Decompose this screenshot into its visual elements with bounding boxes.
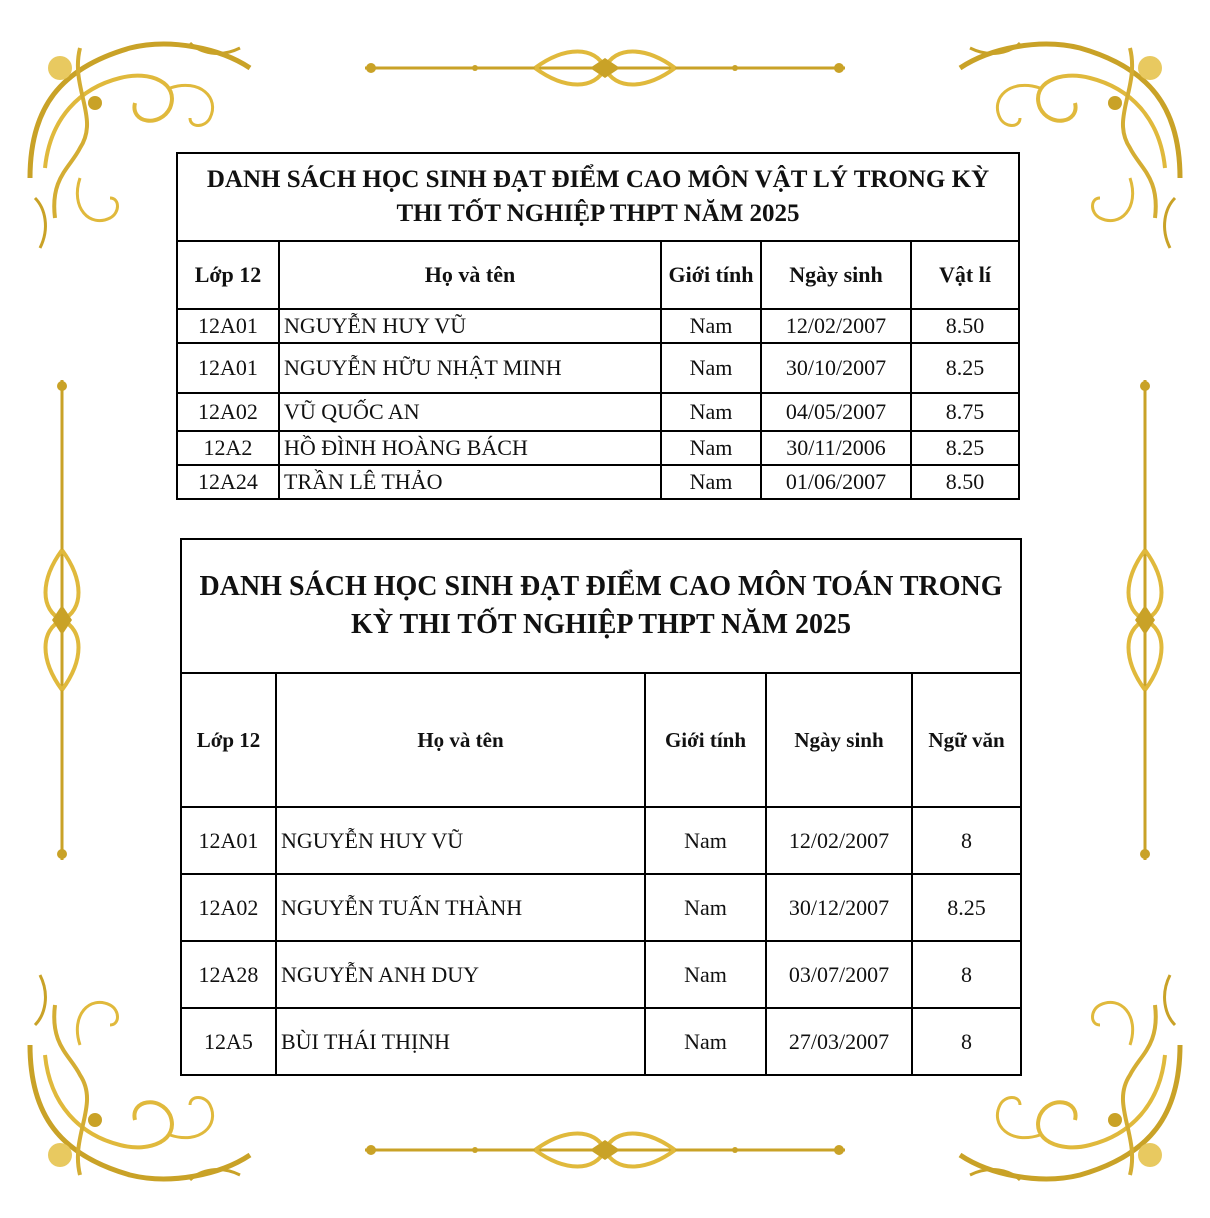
header-score: Vật lí <box>911 241 1019 309</box>
gold-flourish-side-icon <box>46 380 79 860</box>
header-class: Lớp 12 <box>181 673 276 807</box>
cell-birthdate: 12/02/2007 <box>766 807 912 874</box>
math-table-title: DANH SÁCH HỌC SINH ĐẠT ĐIỂM CAO MÔN TOÁN TRONG KỲ THI TỐT NGHIỆP THPT NĂM 2025 <box>181 539 1021 673</box>
physics-table-title: DANH SÁCH HỌC SINH ĐẠT ĐIỂM CAO MÔN VẬT LÝ TRONG KỲ THI TỐT NGHIỆP THPT NĂM 2025 <box>177 153 1019 241</box>
cell-gender: Nam <box>645 941 766 1008</box>
header-score: Ngữ văn <box>912 673 1021 807</box>
cell-birthdate: 04/05/2007 <box>761 393 911 431</box>
cell-score: 8.25 <box>911 431 1019 465</box>
cell-name: NGUYỄN HUY VŨ <box>279 309 661 343</box>
header-gender: Giới tính <box>661 241 761 309</box>
cell-class: 12A28 <box>181 941 276 1008</box>
cell-score: 8 <box>912 807 1021 874</box>
header-name: Họ và tên <box>276 673 645 807</box>
cell-birthdate: 30/10/2007 <box>761 343 911 393</box>
table-row <box>177 309 1019 343</box>
header-class: Lớp 12 <box>177 241 279 309</box>
header-gender: Giới tính <box>645 673 766 807</box>
cell-gender: Nam <box>661 309 761 343</box>
cell-name: BÙI THÁI THỊNH <box>276 1008 645 1075</box>
cell-name: HỒ ĐÌNH HOÀNG BÁCH <box>279 431 661 465</box>
cell-name: VŨ QUỐC AN <box>279 393 661 431</box>
cell-score: 8 <box>912 1008 1021 1075</box>
cell-birthdate: 01/06/2007 <box>761 465 911 499</box>
gold-flourish-side-icon <box>365 52 845 85</box>
cell-gender: Nam <box>661 393 761 431</box>
cell-score: 8.50 <box>911 465 1019 499</box>
cell-gender: Nam <box>661 431 761 465</box>
cell-name: TRẦN LÊ THẢO <box>279 465 661 499</box>
physics-table <box>176 152 1020 500</box>
math-table <box>180 538 1022 1076</box>
cell-class: 12A02 <box>177 393 279 431</box>
cell-name: NGUYỄN HUY VŨ <box>276 807 645 874</box>
cell-gender: Nam <box>661 343 761 393</box>
cell-class: 12A24 <box>177 465 279 499</box>
cell-birthdate: 30/12/2007 <box>766 874 912 941</box>
table-row <box>177 343 1019 393</box>
cell-class: 12A01 <box>177 343 279 393</box>
cell-gender: Nam <box>645 1008 766 1075</box>
header-birthdate: Ngày sinh <box>761 241 911 309</box>
cell-class: 12A5 <box>181 1008 276 1075</box>
cell-score: 8.25 <box>911 343 1019 393</box>
table-row <box>181 874 1021 941</box>
table-row <box>177 465 1019 499</box>
table-row <box>181 941 1021 1008</box>
cell-birthdate: 27/03/2007 <box>766 1008 912 1075</box>
cell-name: NGUYỄN ANH DUY <box>276 941 645 1008</box>
cell-gender: Nam <box>645 874 766 941</box>
table-row <box>177 393 1019 431</box>
header-name: Họ và tên <box>279 241 661 309</box>
cell-name: NGUYỄN TUẤN THÀNH <box>276 874 645 941</box>
cell-class: 12A01 <box>181 807 276 874</box>
cell-score: 8.75 <box>911 393 1019 431</box>
cell-birthdate: 30/11/2006 <box>761 431 911 465</box>
cell-class: 12A01 <box>177 309 279 343</box>
cell-gender: Nam <box>645 807 766 874</box>
cell-class: 12A2 <box>177 431 279 465</box>
cell-birthdate: 12/02/2007 <box>761 309 911 343</box>
cell-class: 12A02 <box>181 874 276 941</box>
gold-flourish-side-icon <box>365 1134 845 1167</box>
header-birthdate: Ngày sinh <box>766 673 912 807</box>
table-row <box>177 431 1019 465</box>
gold-flourish-side-icon <box>1129 380 1162 860</box>
cell-name: NGUYỄN HỮU NHẬT MINH <box>279 343 661 393</box>
cell-birthdate: 03/07/2007 <box>766 941 912 1008</box>
cell-score: 8.25 <box>912 874 1021 941</box>
cell-gender: Nam <box>661 465 761 499</box>
table-row <box>181 807 1021 874</box>
table-row <box>181 1008 1021 1075</box>
cell-score: 8 <box>912 941 1021 1008</box>
cell-score: 8.50 <box>911 309 1019 343</box>
